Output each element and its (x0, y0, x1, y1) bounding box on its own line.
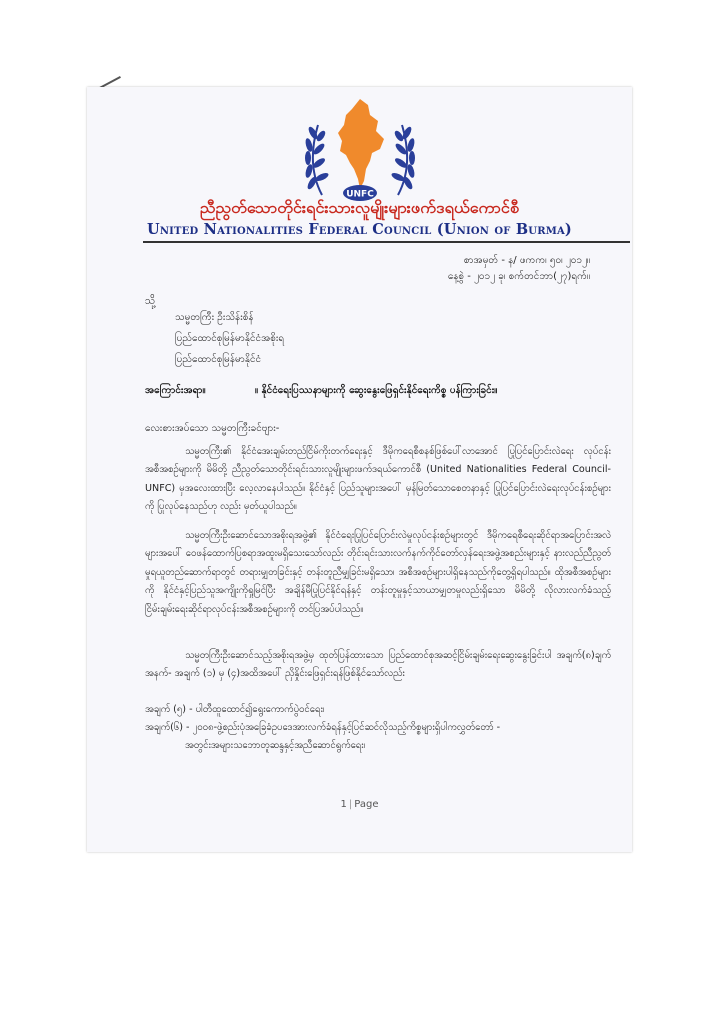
unfc-emblem (300, 95, 420, 207)
emblem-badge-text: UNFC (346, 189, 374, 200)
list-item-text: ၂၀၀၈-ဖွဲ့စည်းပုံအခြေခံဥပဒေအားလက်ခံရန်နှင့်ပြင်ဆင်လိုသည့်ကိစ္စများရှိပါကလွှတ်တော် - (192, 722, 501, 733)
document-page (87, 87, 632, 852)
addressee-to: သို့ (145, 295, 156, 307)
list-item-text: ပါတီထူထောင်၍ရွေးကောက်ပွဲဝင်ရေး၊ (195, 704, 325, 715)
reference-date: နေ့စွဲ - ၂၀၁၂ ခု၊ စက်တင်ဘာ(၂၇)ရက်။ (447, 271, 590, 282)
body-paragraph: သမ္မတကြီးဦးဆောင်သောအစိုးရအဖွဲ့၏ နိုင်ငံရေးပြုပြင်ပြောင်းလဲမှုလုပ်ငန်းစဉ်များတွင် ဒီမိုကရေစီရေးဆိုင်ရာအပြောင်းအလဲများအပေါ် ဝေဖန်ထောက်ပြစရာအထူးမရှိသေးသော်လည်း တိုင်းရင်းသားလက်နက်ကိုင်တော်လှန်ရေးအဖွဲ့အစည်းများနှင့် နားလည်ညီညွတ်မှုရယူတည်ဆောက်ရာတွင် တရားမျှတခြင်းနှင့် တန်းတူညီမျှခြင်းမရှိသော၊ အစီအစဉ်များပါရှိနေသည်ကိုတွေ့ရှိရပါသည်။ ထိုအစီအစဉ်များကို နိုင်ငံနှင့်ပြည်သူအကျိုးကိုရှုမြင်ပြီး အချိန်မီပြုပြင်နိုင်ရန်နှင့် တန်းတူမှုနှင့်သာယာမျှတမှုလည်းရှိသော မိမိတို့ လိုလားလက်ခံသည့် ငြိမ်းချမ်းရေးဆိုင်ရာလုပ်ငန်းအစီအစဉ်များကို တင်ပြအပ်ပါသည်။ (145, 530, 611, 615)
addressee-line: သမ္မတကြီး ဦးသိန်းစိန် (175, 312, 254, 323)
page-number: 1 | Page (340, 799, 379, 810)
addressee-line: ပြည်ထောင်စုမြန်မာနိုင်ငံ (175, 354, 262, 365)
salutation: လေးစားအပ်သော သမ္မတကြီးခင်ဗျား- (145, 423, 280, 434)
list-item-label: အချက်(၆) - (145, 722, 190, 733)
org-name-burmese: ညီညွတ်သောတိုင်းရင်းသားလူမျိုးများဖက်ဒရယ်ကောင်စီ (199, 198, 520, 217)
page-number-value: 1 (340, 799, 347, 810)
header-divider (143, 241, 630, 243)
reference-number: စာအမှတ် - န/ ဖကက၊ ၅၀၊ ၂၀၁၂။ (463, 255, 590, 266)
body-paragraph: သမ္မတကြီး၏ နိုင်ငံအေးချမ်းတည်ငြိမ်ကိုးတက်ရေးနှင့် ဒီမိုကရေစီစနစ်ဖြစ်ပေါ်လာအောင် ပြုပြင်ပြောင်းလဲရေး လုပ်ငန်းအစီအစဉ်များကို မိမိတို့ ညီညွတ်သောတိုင်းရင်းသားလူမျိုးများဖက်ဒရယ်ကောင်စီ (United Nationalities Federal Council- UNFC) မှအလေးထားပြီး လေ့လာနေပါသည်။ နိုင်ငံနှင့် ပြည်သူများအပေါ် မှန်မြတ်သောစေတနာနှင့် ပြုပြင်ပြောင်းလဲရေးလုပ်ငန်းစဉ်များကို ပြုလုပ်နေသည်ဟု လည်း မှတ်ယူပါသည်။ (145, 446, 611, 513)
org-name-english: United Nationalities Federal Council (Union of Burma) (146, 221, 572, 238)
addressee-line: ပြည်ထောင်စုမြန်မာနိုင်ငံအစိုးရ (175, 333, 285, 344)
subject-label: အကြောင်းအရာ။ (145, 385, 206, 396)
list-item (145, 719, 611, 737)
subject-text: ။ နိုင်ငံရေးပြဿနာများကို ဆွေးနွေးဖြေရှင်းနိုင်ရေးကိစ္စ ပန်ကြားခြင်း။ (255, 385, 498, 396)
list-item-label: အချက် (၅) - (145, 704, 193, 715)
burma-map-icon (338, 99, 384, 189)
list-item (145, 701, 611, 719)
body-paragraph: သမ္မတကြီးဦးဆောင်သည့်အစိုးရအဖွဲ့မှ ထုတ်ပြန်ထားသော ပြည်ထောင်စုအဆင့်ငြိမ်းချမ်းရေးဆွေးနွေးခြင်းပါ အချက်(၈)ချက်အနက်- အချက် (၁) မှ (၄)အထိအပေါ် ညှိနှိုင်းဖြေရှင်းရန်ဖြစ်နိုင်သော်လည်း (145, 650, 611, 680)
list-item-continuation: အတွင်းအများသဘောတူဆန္ဒနှင့်အညီဆောင်ရွက်ရေး၊ (185, 740, 366, 751)
page-number-word: Page (354, 799, 379, 810)
